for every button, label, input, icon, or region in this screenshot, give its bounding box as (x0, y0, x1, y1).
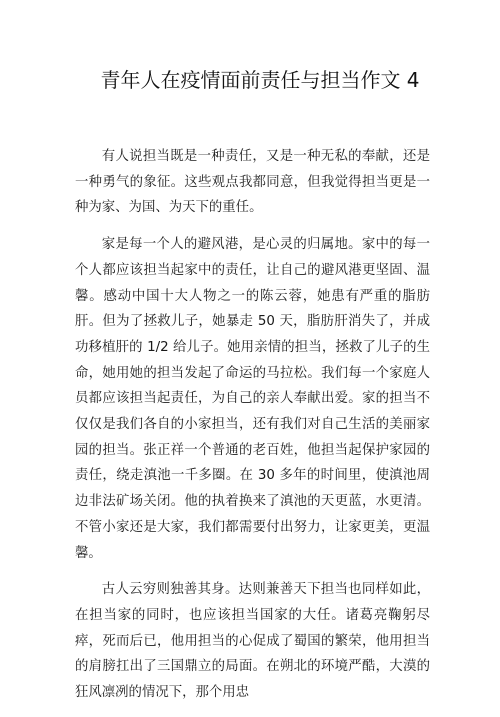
paragraph-2: 家是每一个人的避风港，是心灵的归属地。家中的每一个人都应该担当起家中的责任，让自己的避风港更坚固、温馨。感动中国十大人物之一的陈云蓉，她患有严重的脂肪肝。但为了拯救儿子，她暴走 50 天，脂肪肝消失了，并成功移植肝的 1/2 给儿子。她用亲情的担当，拯救了儿子的生命，她用她的担当发起了命运的马拉松。我们每一个家庭人员都应该担当起责任，为自己的亲人奉献出爱。家的担当不仅仅是我们各自的小家担当，还有我们对自己生活的美丽家园的担当。张正祥一个普通的老百姓，他担当起保护家园的责任，绕走滇池一千多圈。在 30 多年的时间里，使滇池周边非法矿场关闭。他的执着换来了滇池的天更蓝，水更清。不管小家还是大家，我们都需要付出努力，让家更美，更温馨。 (75, 237, 430, 561)
paragraph-3: 古人云穷则独善其身。达则兼善天下担当也同样如此，在担当家的同时，也应该担当国家的大任。诸葛亮鞠躬尽瘁，死而后已，他用担当的心促成了蜀国的繁荣，他用担当的肩膀扛出了三国鼎立的局面。在朔北的环境严酷，大漠的狂风凛冽的情况下，那个用忠 (75, 582, 430, 701)
document-title: 青年人在疫情面前责任与担当作文 4 (100, 68, 420, 92)
document-body (75, 144, 430, 717)
paragraph-1: 有人说担当既是一种责任，又是一种无私的奉献，还是一种勇气的象征。这些观点我都同意，但我觉得担当更是一种为家、为国、为天下的重任。 (75, 149, 430, 216)
